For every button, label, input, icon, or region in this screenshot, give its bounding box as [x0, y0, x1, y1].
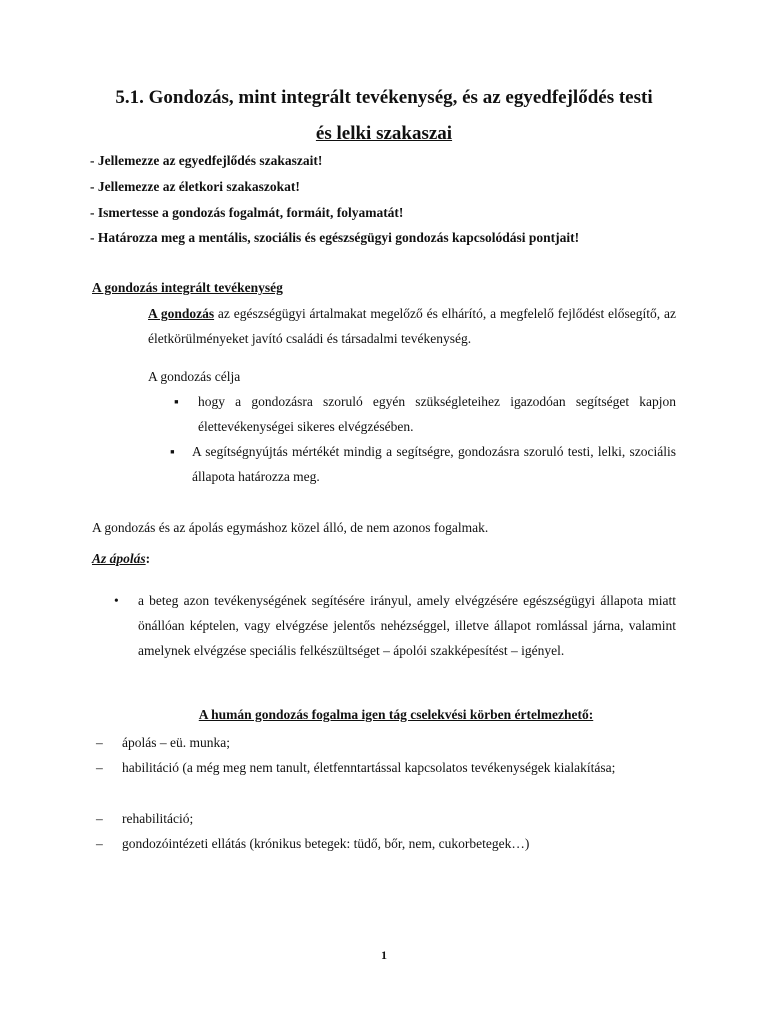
goal-label: A gondozás célja: [148, 369, 241, 384]
apolas-heading-colon: :: [145, 551, 151, 566]
dash-item: [96, 831, 676, 856]
dash-bullet-icon: –: [96, 760, 103, 775]
dash-item: [96, 806, 676, 831]
goal-text: hogy a gondozásra szoruló egyén szükségleteihez igazodóan segítséget kapjon élettevékenységei sikeres elvégzésében.: [198, 394, 676, 434]
apolas-heading-text: Az ápolás: [92, 551, 146, 566]
goal-item: [174, 389, 676, 439]
dash-item-text: gondozóintézeti ellátás (krónikus betegek: tüdő, bőr, nem, cukorbetegek…): [122, 836, 530, 851]
dash-item-text: rehabilitáció;: [122, 811, 194, 826]
dash-bullet-icon: –: [96, 836, 103, 851]
dash-item: [96, 730, 676, 755]
section-heading-gondozas: A gondozás integrált tevékenység: [92, 280, 283, 295]
dash-item-text: ápolás – eü. munka;: [122, 735, 230, 750]
definition-text: az egészségügyi ártalmakat megelőző és elhárító, a megfelelő fejlődést elősegítő, az életkörülményeket javító családi és társadalmi tevékenység.: [148, 306, 676, 346]
apolas-bullet-item: [112, 588, 676, 663]
section-heading-human-gondozas: A humán gondozás fogalma igen tág cselekvési körben értelmezhető:: [198, 707, 594, 722]
dash-item: [96, 755, 676, 780]
definition-term: A gondozás: [148, 306, 215, 321]
dash-item-text: habilitáció (a még meg nem tanult, életfenntartással kapcsolatos tevékenységek kialakítása;: [122, 760, 616, 775]
goal-item: [170, 439, 676, 489]
task-item: - Ismertesse a gondozás fogalmát, formáit, folyamatát!: [90, 205, 404, 220]
relation-text: A gondozás és az ápolás egymáshoz közel álló, de nem azonos fogalmak.: [92, 520, 489, 535]
goal-text: A segítségnyújtás mértékét mindig a segítségre, gondozásra szoruló testi, lelki, szociális állapota határozza meg.: [192, 444, 676, 484]
page-title-line-1: 5.1. Gondozás, mint integrált tevékenység, és az egyedfejlődés testi: [115, 87, 653, 108]
section-heading-apolas: [92, 546, 150, 571]
definition-paragraph: [148, 301, 676, 351]
dash-bullet-icon: –: [96, 811, 103, 826]
task-item: - Jellemezze az egyedfejlődés szakaszait!: [90, 153, 323, 168]
dash-bullet-icon: –: [96, 735, 103, 750]
round-bullet-icon: •: [114, 593, 119, 608]
task-item: - Határozza meg a mentális, szociális és egészségügyi gondozás kapcsolódási pontjait!: [90, 230, 580, 245]
page-title: [80, 80, 688, 152]
page-number: 1: [381, 948, 387, 962]
apolas-text: a beteg azon tevékenységének segítésére irányul, amely elvégzésére egészségügyi állapota miatt önállóan képtelen, vagy elvégzése jelentős nehézséggel, illetve állapot romlással járna, valamint amelynek elvégzése speciális felkészültséget – ápolói szakképesítést – igényel.: [138, 593, 676, 658]
page-title-line-2: és lelki szakaszai: [315, 123, 453, 144]
square-bullet-icon: ▪: [174, 394, 179, 409]
square-bullet-icon: ▪: [170, 444, 175, 459]
task-item: - Jellemezze az életkori szakaszokat!: [90, 179, 300, 194]
